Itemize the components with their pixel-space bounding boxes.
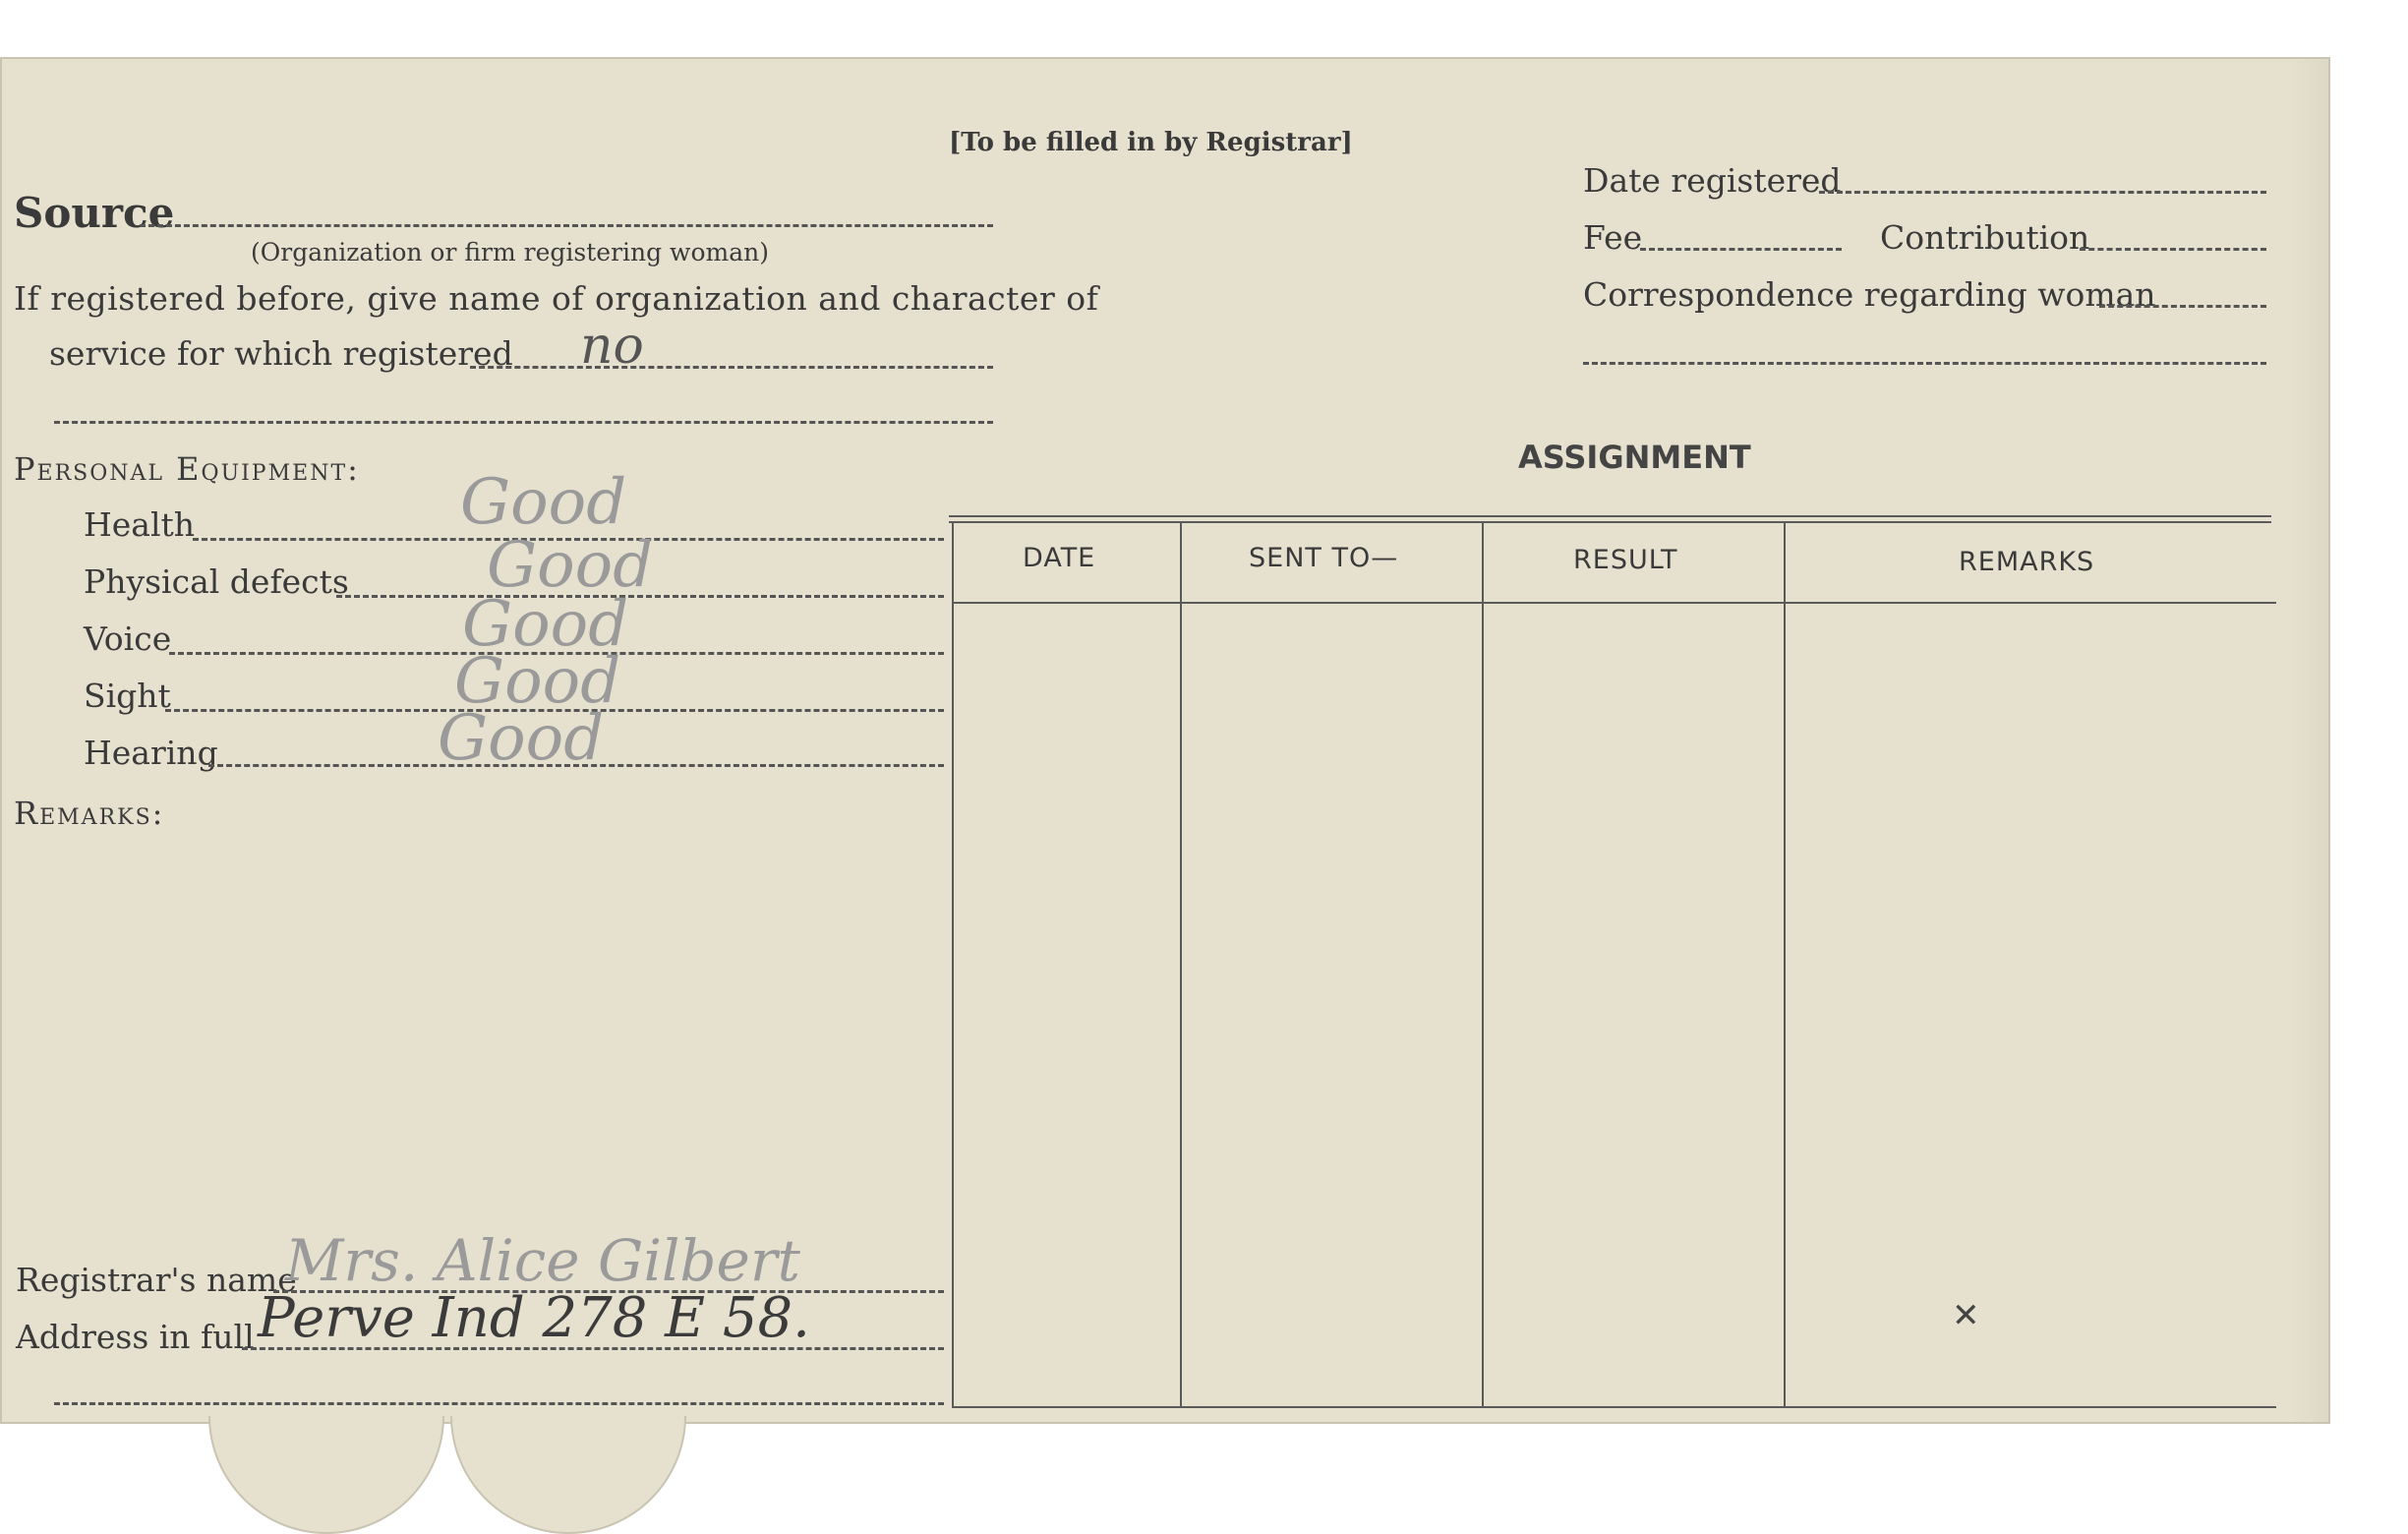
column-divider-1 [1180,521,1182,1406]
health-value: Good [460,466,627,539]
assignment-rule-top-2 [949,521,2271,523]
sight-label: Sight [84,677,171,715]
physical-defects-value: Good [487,529,654,602]
address-extra-line [54,1402,944,1405]
hearing-value: Good [438,702,605,775]
assignment-rule-top [949,515,2271,517]
correspondence-line [2099,305,2266,308]
header-row-rule [952,602,2276,604]
table-left-border [952,521,954,1406]
source-line [140,224,993,227]
address-label: Address in full [16,1318,255,1356]
prior-registration-line [470,366,993,369]
remarks-label: Remarks: [14,795,165,832]
correspondence-extra-line [1583,362,2266,365]
voice-value: Good [462,588,629,661]
column-divider-2 [1482,521,1484,1406]
column-header-sent-to: SENT TO— [1249,543,1399,573]
voice-label: Voice [84,620,172,658]
registrar-name-label: Registrar's name [16,1261,297,1299]
header-note: [To be filled in by Registrar] [949,128,1353,157]
column-header-remarks: REMARKS [1959,547,2095,577]
physical-defects-label: Physical defects [84,562,349,601]
sight-value: Good [454,645,621,718]
prior-registration-answer: no [580,317,644,376]
correspondence-label: Correspondence regarding woman [1583,275,2156,314]
personal-equipment-title: Personal Equipment: [14,450,360,488]
source-caption: (Organization or firm registering woman) [251,238,769,266]
card-tab-right [450,1416,686,1534]
fee-line [1640,248,1842,251]
address-value: Perve Ind 278 E 58. [258,1286,810,1350]
contribution-line [2080,248,2266,251]
card-tab-left [208,1416,444,1534]
prior-registration-extra-line [54,421,993,424]
prior-registration-line1: If registered before, give name of organization and character of [14,279,1099,318]
fee-label: Fee [1583,218,1643,257]
hearing-label: Hearing [84,734,218,772]
health-label: Health [84,505,196,544]
table-bottom-rule [952,1406,2276,1408]
ink-mark: ✕ [1952,1296,1980,1335]
date-registered-label: Date registered [1583,161,1842,200]
source-label: Source [14,189,175,237]
registrar-name-value: Mrs. Alice Gilbert [285,1227,800,1294]
column-header-date: DATE [1023,543,1096,573]
contribution-label: Contribution [1880,218,2090,257]
assignment-title: ASSIGNMENT [1518,439,1751,476]
column-header-result: RESULT [1573,545,1678,575]
column-divider-3 [1784,521,1786,1406]
prior-registration-line2: service for which registered [49,334,513,373]
date-registered-line [1819,191,2266,194]
